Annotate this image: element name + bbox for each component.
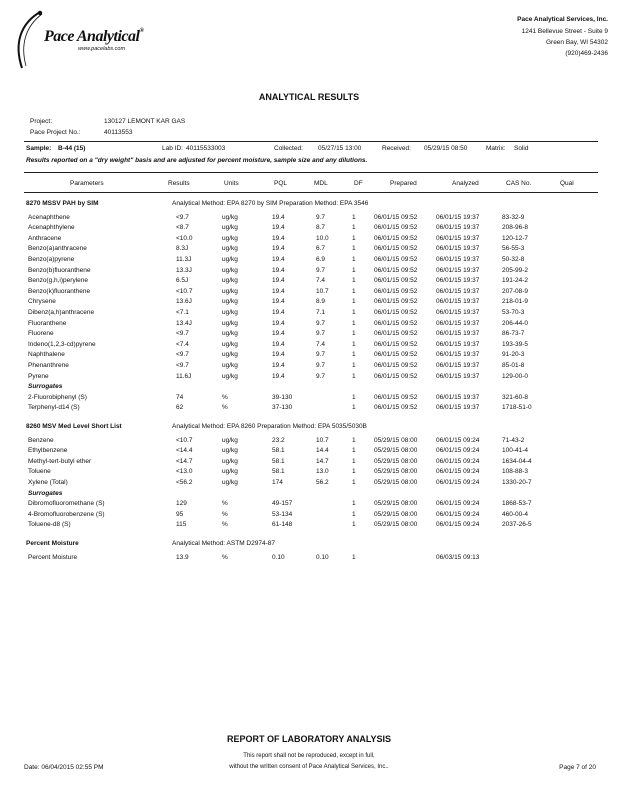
- surrogate-cell-df: 1: [352, 393, 356, 401]
- surrogate-cell-pql: 37-130: [272, 404, 293, 412]
- cell-parameter: Methyl-tert-butyl ether: [28, 457, 92, 465]
- surrogate-cell-result: 74: [176, 393, 184, 401]
- cell-result: <9.7: [176, 351, 189, 359]
- cell-analyzed: 06/01/15 09:24: [436, 436, 480, 444]
- cell-cas-number: 108-88-3: [502, 468, 529, 476]
- cell-pql: 19.4: [272, 224, 285, 232]
- column-header-units: Units: [224, 180, 239, 187]
- matrix-label: Matrix:: [486, 145, 506, 152]
- cell-analyzed: 06/01/15 19:37: [436, 287, 480, 295]
- cell-mdl: 8.7: [316, 224, 326, 232]
- cell-prepared: 06/01/15 09:52: [374, 256, 418, 263]
- cell-mdl: 7.4: [316, 277, 326, 285]
- section-method: Analytical Method: EPA 8260 Preparation Method: EPA 5035/5030B: [172, 423, 367, 430]
- cell-cas-number: 193-39-5: [502, 340, 529, 348]
- cell-pql: 19.4: [272, 319, 285, 327]
- cell-prepared: 06/01/15 09:52: [374, 287, 418, 295]
- cell-result: 13.6J: [176, 298, 192, 306]
- cell-result: <9.7: [176, 213, 189, 221]
- cell-cas-number: 71-43-2: [502, 436, 525, 444]
- cell-mdl: 10.7: [316, 436, 329, 444]
- cell-analyzed: 06/01/15 09:24: [436, 468, 480, 476]
- cell-parameter: Indeno(1,2,3-cd)pyrene: [28, 340, 96, 348]
- cell-result: <8.7: [176, 224, 189, 232]
- cell-parameter: Benzo(g,h,i)perylene: [28, 277, 88, 285]
- cell-mdl: 9.7: [316, 330, 326, 338]
- surrogate-cell-units: %: [222, 500, 228, 508]
- cell-parameter: Percent Moisture: [28, 553, 78, 561]
- cell-mdl: 7.4: [316, 340, 326, 348]
- cell-prepared: 06/01/15 09:52: [374, 372, 418, 380]
- footer-note-line1: This report shall not be reproduced, except in full,: [243, 753, 375, 759]
- cell-parameter: Anthracene: [28, 234, 62, 242]
- cell-analyzed: 06/01/15 19:37: [436, 319, 480, 327]
- cell-mdl: 10.0: [316, 234, 329, 242]
- divider: [24, 141, 598, 142]
- surrogate-cell-parameter: Terphenyl-d14 (S): [28, 404, 80, 412]
- cell-mdl: 14.4: [316, 447, 329, 455]
- cell-df: 1: [352, 224, 356, 232]
- cell-analyzed: 06/01/15 09:24: [436, 457, 480, 465]
- cell-prepared: 06/01/15 09:52: [374, 234, 418, 242]
- divider: [24, 192, 598, 193]
- cell-analyzed: 06/01/15 19:37: [436, 309, 480, 316]
- cell-result: <10.7: [176, 436, 193, 444]
- cell-cas-number: 206-44-0: [502, 319, 529, 327]
- column-header-mdl: MDL: [314, 180, 328, 187]
- cell-units: ug/kg: [222, 256, 238, 263]
- cell-df: 1: [352, 362, 356, 369]
- cell-units: ug/kg: [222, 436, 238, 444]
- cell-parameter: Acenaphthene: [28, 213, 70, 221]
- cell-cas-number: 85-01-8: [502, 362, 525, 369]
- cell-df: 1: [352, 436, 356, 444]
- cell-mdl: 8.9: [316, 298, 326, 306]
- cell-parameter: Dibenz(a,h)anthracene: [28, 309, 95, 316]
- cell-mdl: 9.7: [316, 213, 326, 221]
- cell-units: ug/kg: [222, 234, 238, 242]
- surrogate-cell-cas-number: 2037-26-5: [502, 521, 532, 529]
- received-label: Received:: [382, 145, 411, 152]
- cell-prepared: 06/01/15 09:52: [374, 266, 418, 274]
- cell-result: 11.3J: [176, 256, 192, 263]
- cell-pql: 19.4: [272, 256, 285, 263]
- cell-parameter: Naphthalene: [28, 351, 65, 359]
- company-phone: (920)469-2436: [565, 50, 608, 57]
- cell-parameter: Fluorene: [28, 330, 54, 338]
- surrogate-cell-units: %: [222, 510, 228, 518]
- pace-logo-text: Pace Analytical®: [44, 28, 144, 45]
- cell-analyzed: 06/01/15 19:37: [436, 277, 480, 285]
- cell-units: ug/kg: [222, 277, 238, 285]
- cell-pql: 23.2: [272, 436, 285, 444]
- cell-pql: 0.10: [272, 553, 285, 561]
- cell-analyzed: 06/01/15 09:24: [436, 447, 480, 455]
- cell-parameter: Phenanthrene: [28, 362, 69, 369]
- section-title: Percent Moisture: [26, 540, 79, 547]
- cell-cas-number: 205-99-2: [502, 266, 529, 274]
- surrogate-cell-prepared: 05/29/15 08:00: [374, 500, 418, 508]
- cell-df: 1: [352, 372, 356, 380]
- surrogate-cell-analyzed: 06/01/15 19:37: [436, 393, 480, 401]
- footer-note-line2: without the written consent of Pace Analytical Services, Inc..: [229, 764, 389, 770]
- cell-analyzed: 06/01/15 09:24: [436, 479, 480, 486]
- cell-df: 1: [352, 479, 356, 486]
- surrogate-cell-analyzed: 06/01/15 09:24: [436, 510, 480, 518]
- cell-parameter: Toluene: [28, 468, 51, 476]
- surrogate-cell-result: 62: [176, 404, 184, 412]
- cell-result: 8.3J: [176, 245, 189, 253]
- cell-prepared: 06/01/15 09:52: [374, 298, 418, 306]
- column-header-qualifier: Qual: [560, 180, 574, 187]
- cell-units: %: [222, 553, 228, 561]
- column-header-prepared: Prepared: [390, 180, 417, 187]
- surrogate-cell-pql: 49-157: [272, 500, 293, 508]
- cell-units: ug/kg: [222, 330, 238, 338]
- cell-pql: 19.4: [272, 372, 285, 380]
- received-value: 05/29/15 08:50: [424, 145, 468, 152]
- cell-parameter: Xylene (Total): [28, 479, 68, 486]
- cell-mdl: 6.7: [316, 245, 326, 253]
- footer-title: REPORT OF LABORATORY ANALYSIS: [226, 734, 392, 744]
- cell-pql: 58.1: [272, 447, 285, 455]
- column-header-result: Results: [168, 180, 190, 187]
- surrogate-cell-prepared: 06/01/15 09:52: [374, 393, 418, 401]
- cell-analyzed: 06/01/15 19:37: [436, 351, 480, 359]
- cell-df: 1: [352, 447, 356, 455]
- cell-units: ug/kg: [222, 266, 238, 274]
- cell-cas-number: 129-00-0: [502, 372, 529, 380]
- cell-cas-number: 120-12-7: [502, 234, 529, 242]
- cell-units: ug/kg: [222, 457, 238, 465]
- cell-prepared: 05/29/15 08:00: [374, 436, 418, 444]
- cell-mdl: 9.7: [316, 351, 326, 359]
- cell-prepared: 06/01/15 09:52: [374, 362, 418, 369]
- cell-pql: 19.4: [272, 287, 285, 295]
- cell-result: <9.7: [176, 362, 189, 369]
- cell-pql: 19.4: [272, 266, 285, 274]
- cell-result: 13.9: [176, 553, 189, 561]
- cell-mdl: 9.7: [316, 362, 326, 369]
- cell-parameter: Benzo(k)fluoranthene: [28, 287, 91, 295]
- matrix-value: Solid: [514, 145, 529, 152]
- cell-prepared: 06/01/15 09:52: [374, 309, 418, 316]
- cell-analyzed: 06/01/15 19:37: [436, 340, 480, 348]
- cell-mdl: 7.1: [316, 309, 326, 316]
- cell-cas-number: 207-08-9: [502, 287, 529, 295]
- cell-df: 1: [352, 351, 356, 359]
- surrogates-label: Surrogates: [28, 383, 63, 391]
- cell-cas-number: 50-32-8: [502, 256, 525, 263]
- cell-mdl: 6.9: [316, 256, 326, 263]
- cell-pql: 19.4: [272, 298, 285, 306]
- cell-mdl: 9.7: [316, 319, 326, 327]
- cell-pql: 19.4: [272, 309, 285, 316]
- cell-df: 1: [352, 319, 356, 327]
- cell-units: ug/kg: [222, 468, 238, 476]
- cell-prepared: 06/01/15 09:52: [374, 351, 418, 359]
- cell-cas-number: 53-70-3: [502, 309, 525, 316]
- cell-pql: 174: [272, 479, 283, 486]
- cell-parameter: Benzene: [28, 436, 54, 444]
- project-label: Project:: [30, 118, 53, 125]
- cell-result: 13.3J: [176, 266, 192, 274]
- cell-prepared: 06/01/15 09:52: [374, 245, 418, 253]
- sample-value: B-44 (15): [58, 145, 86, 152]
- surrogate-cell-cas-number: 1868-53-7: [502, 500, 532, 508]
- company-address-line2: Green Bay, WI 54302: [545, 39, 608, 46]
- cell-units: ug/kg: [222, 309, 238, 316]
- cell-prepared: 05/29/15 08:00: [374, 447, 418, 455]
- page-number: Page 7 of 20: [559, 764, 596, 771]
- cell-mdl: 9.7: [316, 266, 326, 274]
- surrogates-label: Surrogates: [28, 489, 63, 497]
- cell-result: 6.5J: [176, 277, 189, 285]
- cell-cas-number: 100-41-4: [502, 447, 529, 455]
- cell-result: <56.2: [176, 479, 193, 486]
- cell-df: 1: [352, 245, 356, 253]
- cell-units: ug/kg: [222, 319, 238, 327]
- cell-units: ug/kg: [222, 372, 238, 380]
- cell-units: ug/kg: [222, 479, 238, 486]
- cell-cas-number: 56-55-3: [502, 245, 525, 253]
- pace-project-label: Pace Project No.:: [30, 129, 81, 136]
- pace-project-value: 40113553: [104, 129, 133, 136]
- cell-pql: 19.4: [272, 351, 285, 359]
- cell-cas-number: 83-32-9: [502, 213, 525, 221]
- cell-result: <10.7: [176, 287, 193, 295]
- cell-parameter: Benzo(b)fluoranthene: [28, 266, 91, 274]
- cell-df: 1: [352, 340, 356, 348]
- cell-cas-number: 86-73-7: [502, 330, 525, 338]
- company-name: Pace Analytical Services, Inc.: [517, 16, 608, 23]
- cell-df: 1: [352, 266, 356, 274]
- surrogate-cell-df: 1: [352, 500, 356, 508]
- column-header-pql: PQL: [274, 180, 288, 187]
- surrogate-cell-prepared: 05/29/15 08:00: [374, 521, 418, 529]
- cell-cas-number: 1330-20-7: [502, 479, 532, 486]
- divider: [24, 172, 598, 173]
- cell-units: ug/kg: [222, 245, 238, 253]
- cell-units: ug/kg: [222, 213, 238, 221]
- cell-parameter: Chrysene: [28, 298, 56, 306]
- cell-pql: 19.4: [272, 340, 285, 348]
- cell-pql: 19.4: [272, 277, 285, 285]
- cell-result: <13.0: [176, 468, 193, 476]
- cell-cas-number: 191-24-2: [502, 277, 529, 285]
- cell-df: 1: [352, 213, 356, 221]
- cell-analyzed: 06/01/15 19:37: [436, 362, 480, 369]
- column-header-df: DF: [354, 180, 363, 187]
- cell-mdl: 9.7: [316, 372, 326, 380]
- cell-units: ug/kg: [222, 224, 238, 232]
- cell-mdl: 56.2: [316, 479, 329, 486]
- cell-result: <14.7: [176, 457, 193, 465]
- collected-label: Collected:: [274, 145, 303, 152]
- surrogate-cell-parameter: 2-Fluorobiphenyl (S): [28, 393, 87, 401]
- cell-pql: 58.1: [272, 468, 285, 476]
- cell-df: 1: [352, 330, 356, 338]
- cell-result: 11.6J: [176, 372, 192, 380]
- basis-note: Results reported on a "dry weight" basis and are adjusted for percent moisture, sample size and any dilutions.: [26, 157, 368, 164]
- report-title: ANALYTICAL RESULTS: [258, 92, 360, 102]
- cell-analyzed: 06/01/15 19:37: [436, 266, 480, 274]
- cell-units: ug/kg: [222, 340, 238, 348]
- cell-cas-number: 91-20-3: [502, 351, 525, 359]
- cell-df: 1: [352, 256, 356, 263]
- cell-prepared: 06/01/15 09:52: [374, 319, 418, 327]
- surrogate-cell-cas-number: 321-60-8: [502, 393, 529, 401]
- cell-units: ug/kg: [222, 298, 238, 306]
- surrogate-cell-pql: 39-130: [272, 393, 293, 401]
- surrogate-cell-pql: 53-134: [272, 510, 293, 518]
- cell-pql: 19.4: [272, 330, 285, 338]
- surrogate-cell-units: %: [222, 393, 228, 401]
- column-header-cas-number: CAS No.: [506, 180, 532, 187]
- cell-prepared: 06/01/15 09:52: [374, 340, 418, 348]
- cell-df: 1: [352, 287, 356, 295]
- cell-analyzed: 06/01/15 19:37: [436, 330, 480, 338]
- cell-parameter: Fluoranthene: [28, 319, 67, 327]
- cell-units: ug/kg: [222, 351, 238, 359]
- cell-cas-number: 1634-04-4: [502, 457, 532, 465]
- cell-units: ug/kg: [222, 362, 238, 369]
- cell-units: ug/kg: [222, 447, 238, 455]
- report-date: Date: 06/04/2015 02:55 PM: [24, 764, 104, 771]
- cell-parameter: Ethylbenzene: [28, 447, 68, 455]
- cell-result: <7.4: [176, 340, 189, 348]
- cell-df: 1: [352, 309, 356, 316]
- cell-analyzed: 06/01/15 19:37: [436, 224, 480, 232]
- surrogate-cell-cas-number: 460-00-4: [502, 510, 529, 518]
- cell-df: 1: [352, 468, 356, 476]
- cell-pql: 19.4: [272, 362, 285, 369]
- cell-df: 1: [352, 553, 356, 561]
- cell-prepared: 05/29/15 08:00: [374, 457, 418, 465]
- cell-mdl: 10.7: [316, 287, 329, 295]
- surrogate-cell-pql: 61-148: [272, 521, 293, 529]
- section-method: Analytical Method: ASTM D2974-87: [172, 540, 275, 547]
- surrogate-cell-cas-number: 1718-51-0: [502, 404, 532, 412]
- surrogate-cell-prepared: 06/01/15 09:52: [374, 404, 418, 412]
- cell-analyzed: 06/01/15 19:37: [436, 213, 480, 221]
- pace-logo-url: www.pacelabs.com: [78, 46, 126, 52]
- cell-mdl: 0.10: [316, 553, 329, 561]
- project-value: 130127 LEMONT KAR GAS: [104, 118, 186, 125]
- cell-analyzed: 06/03/15 09:13: [436, 553, 480, 561]
- cell-prepared: 06/01/15 09:52: [374, 224, 418, 232]
- surrogate-cell-df: 1: [352, 521, 356, 529]
- cell-prepared: 05/29/15 08:00: [374, 468, 418, 476]
- column-header-parameter: Parameters: [70, 180, 104, 187]
- cell-parameter: Acenaphthylene: [28, 224, 75, 232]
- cell-mdl: 13.0: [316, 468, 329, 476]
- cell-analyzed: 06/01/15 19:37: [436, 256, 480, 263]
- cell-prepared: 05/29/15 08:00: [374, 479, 418, 486]
- cell-parameter: Benzo(a)anthracene: [28, 245, 87, 253]
- surrogate-cell-df: 1: [352, 510, 356, 518]
- surrogate-cell-analyzed: 06/01/15 19:37: [436, 404, 480, 412]
- section-title: 8270 MSSV PAH by SIM: [26, 200, 99, 207]
- cell-result: <7.1: [176, 309, 189, 316]
- cell-prepared: 06/01/15 09:52: [374, 277, 418, 285]
- cell-pql: 58.1: [272, 457, 285, 465]
- cell-result: 13.4J: [176, 319, 192, 327]
- cell-df: 1: [352, 457, 356, 465]
- company-address-line1: 1241 Bellevue Street - Suite 9: [521, 28, 608, 35]
- cell-pql: 19.4: [272, 234, 285, 242]
- cell-parameter: Benzo(a)pyrene: [28, 256, 75, 263]
- section-method: Analytical Method: EPA 8270 by SIM Preparation Method: EPA 3546: [172, 200, 369, 207]
- surrogate-cell-analyzed: 06/01/15 09:24: [436, 500, 480, 508]
- surrogate-cell-result: 115: [176, 521, 187, 529]
- cell-analyzed: 06/01/15 19:37: [436, 245, 480, 253]
- cell-prepared: 06/01/15 09:52: [374, 213, 418, 221]
- lab-id-value: 40115533003: [186, 145, 226, 152]
- cell-cas-number: 208-96-8: [502, 224, 529, 232]
- cell-df: 1: [352, 277, 356, 285]
- column-header-analyzed: Analyzed: [452, 180, 479, 187]
- cell-analyzed: 06/01/15 19:37: [436, 372, 480, 380]
- cell-mdl: 14.7: [316, 457, 329, 465]
- cell-pql: 19.4: [272, 213, 285, 221]
- surrogate-cell-parameter: Toluene-d8 (S): [28, 521, 71, 529]
- cell-prepared: 06/01/15 09:52: [374, 330, 418, 338]
- cell-result: <9.7: [176, 330, 189, 338]
- sample-label: Sample:: [26, 145, 52, 152]
- cell-parameter: Pyrene: [28, 372, 49, 380]
- cell-result: <14.4: [176, 447, 193, 455]
- collected-value: 05/27/15 13:00: [318, 145, 362, 152]
- cell-df: 1: [352, 298, 356, 306]
- surrogate-cell-result: 129: [176, 500, 187, 508]
- surrogate-cell-analyzed: 06/01/15 09:24: [436, 521, 480, 529]
- cell-analyzed: 06/01/15 19:37: [436, 234, 480, 242]
- surrogate-cell-df: 1: [352, 404, 356, 412]
- surrogate-cell-parameter: 4-Bromofluorobenzene (S): [28, 510, 105, 518]
- cell-cas-number: 218-01-9: [502, 298, 529, 306]
- cell-units: ug/kg: [222, 287, 238, 295]
- lab-id-label: Lab ID:: [162, 145, 183, 152]
- cell-df: 1: [352, 234, 356, 242]
- surrogate-cell-result: 95: [176, 510, 184, 518]
- surrogate-cell-units: %: [222, 404, 228, 412]
- surrogate-cell-parameter: Dibromofluoromethane (S): [28, 500, 105, 508]
- cell-result: <10.0: [176, 234, 193, 242]
- cell-pql: 19.4: [272, 245, 285, 253]
- section-title: 8260 MSV Med Level Short List: [26, 423, 122, 430]
- cell-analyzed: 06/01/15 19:37: [436, 298, 480, 306]
- surrogate-cell-units: %: [222, 521, 228, 529]
- surrogate-cell-prepared: 05/29/15 08:00: [374, 510, 418, 518]
